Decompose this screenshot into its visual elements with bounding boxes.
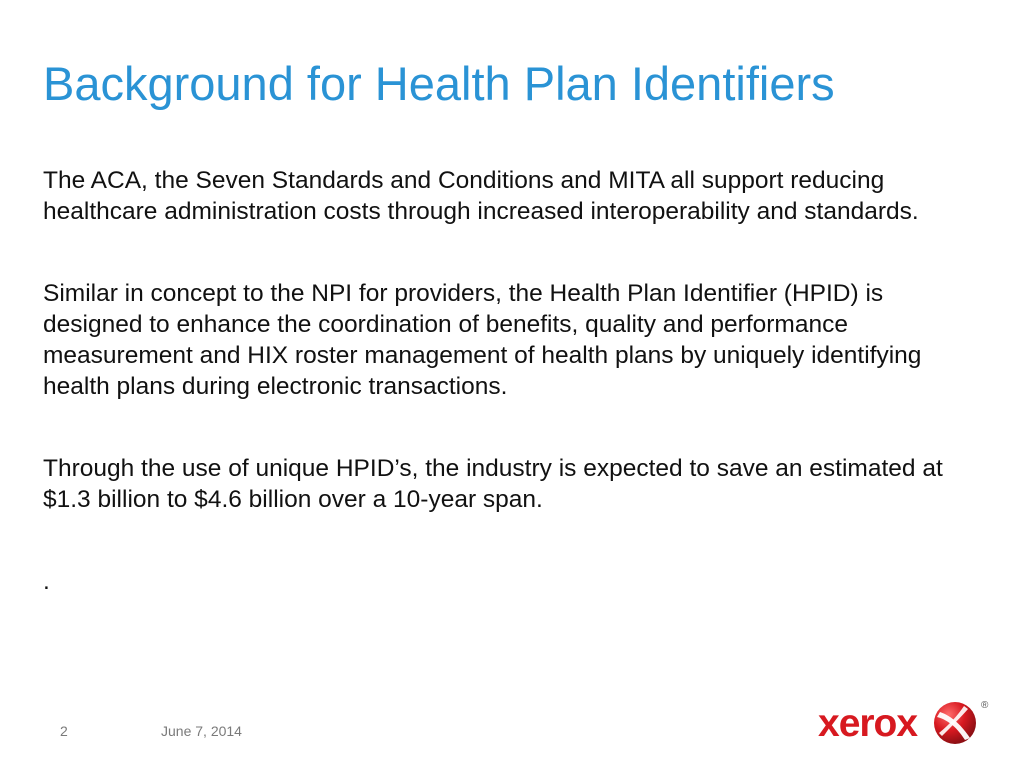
page-number: 2 [60, 723, 68, 739]
paragraph-aca: The ACA, the Seven Standards and Conditions and MITA all support reducing healthcare administration costs through increased interoperability and standards. [43, 167, 919, 225]
xerox-sphere-icon [932, 700, 978, 746]
logo-wordmark: xerox [818, 702, 918, 745]
paragraph-dot: . [43, 568, 50, 595]
paragraph-hpid: Similar in concept to the NPI for providers, the Health Plan Identifier (HPID) is designed to enhance the coordination of benefits, quality and performance measurement and HIX roster management of health plans by uniquely identifying health plans during electronic transactions. [43, 280, 922, 400]
registered-mark: ® [981, 700, 989, 711]
footer-date: June 7, 2014 [161, 723, 242, 739]
slide-title: Background for Health Plan Identifiers [43, 57, 835, 110]
slide-body [43, 165, 973, 648]
xerox-logo [818, 698, 998, 750]
paragraph-savings: Through the use of unique HPID’s, the industry is expected to save an estimated at $1.3 billion to $4.6 billion over a 10-year span. [43, 455, 943, 513]
